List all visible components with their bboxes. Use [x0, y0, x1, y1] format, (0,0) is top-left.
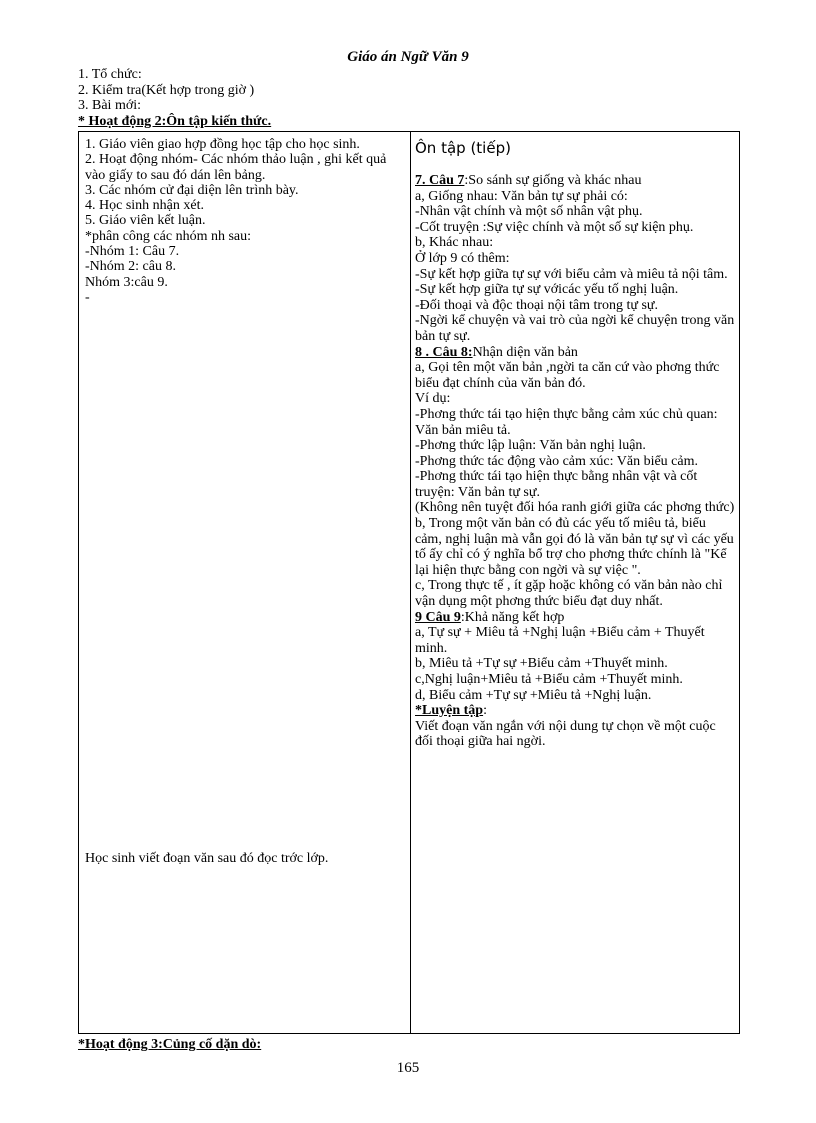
cau9-line: b, Miêu tả +Tự sự +Biểu cảm +Thuyết minh.: [415, 656, 668, 672]
cau7-line: -Cốt truyện :Sự việc chính và một số sự kiện phụ.: [415, 219, 694, 235]
cau8-line: c, Trong thực tế , ít gặp hoặc không có văn bản nào chỉ vận dụng một phơng thức biểu đạt duy nhất.: [415, 578, 723, 610]
cau7-line: -Nhân vật chính và một số nhân vật phụ.: [415, 204, 643, 220]
page-header-title: Giáo án Ngữ Văn 9: [347, 49, 469, 65]
cau8-line: Ví dụ:: [415, 391, 451, 407]
cau8-line: -Phơng thức tái tạo hiện thực bằng nhân vật và cốt truyện: Văn bản tự sự.: [415, 469, 698, 500]
left-group-2: -Nhóm 2: câu 8.: [85, 259, 176, 275]
lesson-table: [78, 131, 740, 1034]
cau8-text: Nhận diện văn bản: [472, 344, 578, 360]
left-item-2: 2. Hoạt động nhóm- Các nhóm thảo luận , ghi kết quả vào giấy to sau đó dán lên bảng.: [85, 152, 387, 183]
cau8-line: -Phơng thức lập luận: Văn bản nghị luận.: [415, 438, 646, 454]
cau7-label: 7. Câu 7: [415, 173, 465, 188]
cau9-text: :Khả năng kết hợp: [460, 609, 565, 625]
left-writing-task: Học sinh viết đoạn văn sau đó đọc trớc lớp.: [85, 851, 329, 866]
cau7-text: :So sánh sự giống và khác nhau: [464, 173, 642, 188]
cau9-line: c,Nghị luận+Miêu tả +Biểu cảm +Thuyết minh.: [415, 672, 683, 687]
cau8-heading: [415, 345, 735, 361]
cau8-line: (Không nên tuyệt đối hóa ranh giới giữa các phơng thức): [415, 500, 735, 516]
practice-heading: [415, 703, 735, 719]
cau7-heading: [415, 173, 735, 189]
left-dash: -: [85, 289, 90, 305]
practice-label: *Luyện tập: [415, 703, 484, 719]
cau7-line: -Đối thoại và độc thoại nội tâm trong tự sự.: [415, 297, 659, 313]
cau8-label: 8 . Câu 8:: [415, 344, 473, 360]
left-group-3: Nhóm 3:câu 9.: [85, 274, 168, 290]
cau9-line: a, Tự sự + Miêu tả +Nghị luận +Biểu cảm + Thuyết minh.: [415, 625, 705, 656]
cau7-line: a, Giống nhau: Văn bản tự sự phải có:: [415, 188, 628, 204]
left-item-3: 3. Các nhóm cử đại diện lên trình bày.: [85, 182, 299, 198]
cau8-line: -Phơng thức tái tạo hiện thực bằng cảm xúc chủ quan: Văn bản miêu tả.: [415, 406, 718, 438]
cau9-heading: [415, 610, 735, 626]
activity-3-heading: *Hoạt động 3:Củng cố dặn dò:: [78, 1037, 262, 1052]
intro-line-check: 2. Kiểm tra(Kết hợp trong giờ ): [78, 82, 255, 98]
intro-line-new-lesson: 3. Bài mới:: [78, 98, 142, 113]
cau8-line: b, Trong một văn bản có đủ các yếu tố miêu tả, biểu cảm, nghị luận mà vẫn gọi đó là văn bản tự sự vì các yếu tố ấy chỉ có ý nghĩa bổ trợ cho phơng thức chính là "Kể lại hiện thực bằng con ngời và sự việc ".: [415, 516, 734, 578]
column-divider: [410, 132, 411, 1033]
cau9-label: 9 Câu 9: [415, 609, 461, 625]
intro-section: [78, 67, 271, 129]
cau8-line: -Phơng thức tác động vào cảm xúc: Văn biểu cảm.: [415, 453, 698, 469]
left-item-4: 4. Học sinh nhận xét.: [85, 198, 204, 214]
left-item-1: 1. Giáo viên giao hợp đồng học tập cho học sinh.: [85, 137, 360, 152]
activity-2-heading: * Hoạt động 2:Ôn tập kiến thức.: [78, 113, 272, 129]
left-group-assignment: *phân công các nhóm nh sau:: [85, 228, 252, 244]
cau7-line: -Sự kết hợp giữa tự sự với biểu cảm và miêu tả nội tâm.: [415, 266, 728, 282]
cau7-line: -Sự kết hợp giữa tự sự vớicác yếu tố nghị luận.: [415, 282, 679, 298]
cau7-line: b, Khác nhau:: [415, 235, 494, 251]
cau9-line: d, Biểu cảm +Tự sự +Miêu tả +Nghị luận.: [415, 687, 652, 703]
cau7-line: -Ngời kể chuyện và vai trò của ngời kể chuyện trong văn bản tự sự.: [415, 313, 735, 344]
intro-line-organization: 1. Tổ chức:: [78, 67, 142, 82]
cau7-line: Ở lớp 9 có thêm:: [415, 250, 510, 266]
review-title: Ôn tập (tiếp): [415, 139, 511, 157]
practice-body: Viết đoạn văn ngắn với nội dung tự chọn về một cuộc đối thoại giữa hai ngời.: [415, 718, 716, 750]
cau8-line: a, Gọi tên một văn bản ,ngời ta căn cứ vào phơng thức biểu đạt chính của văn bản đó.: [415, 360, 720, 391]
content-column: [415, 137, 735, 750]
teacher-activities-column: [85, 137, 405, 305]
practice-colon: :: [483, 703, 487, 719]
page-number: 165: [396, 1060, 420, 1076]
left-group-1: -Nhóm 1: Câu 7.: [85, 244, 180, 260]
left-item-5: 5. Giáo viên kết luận.: [85, 213, 206, 229]
